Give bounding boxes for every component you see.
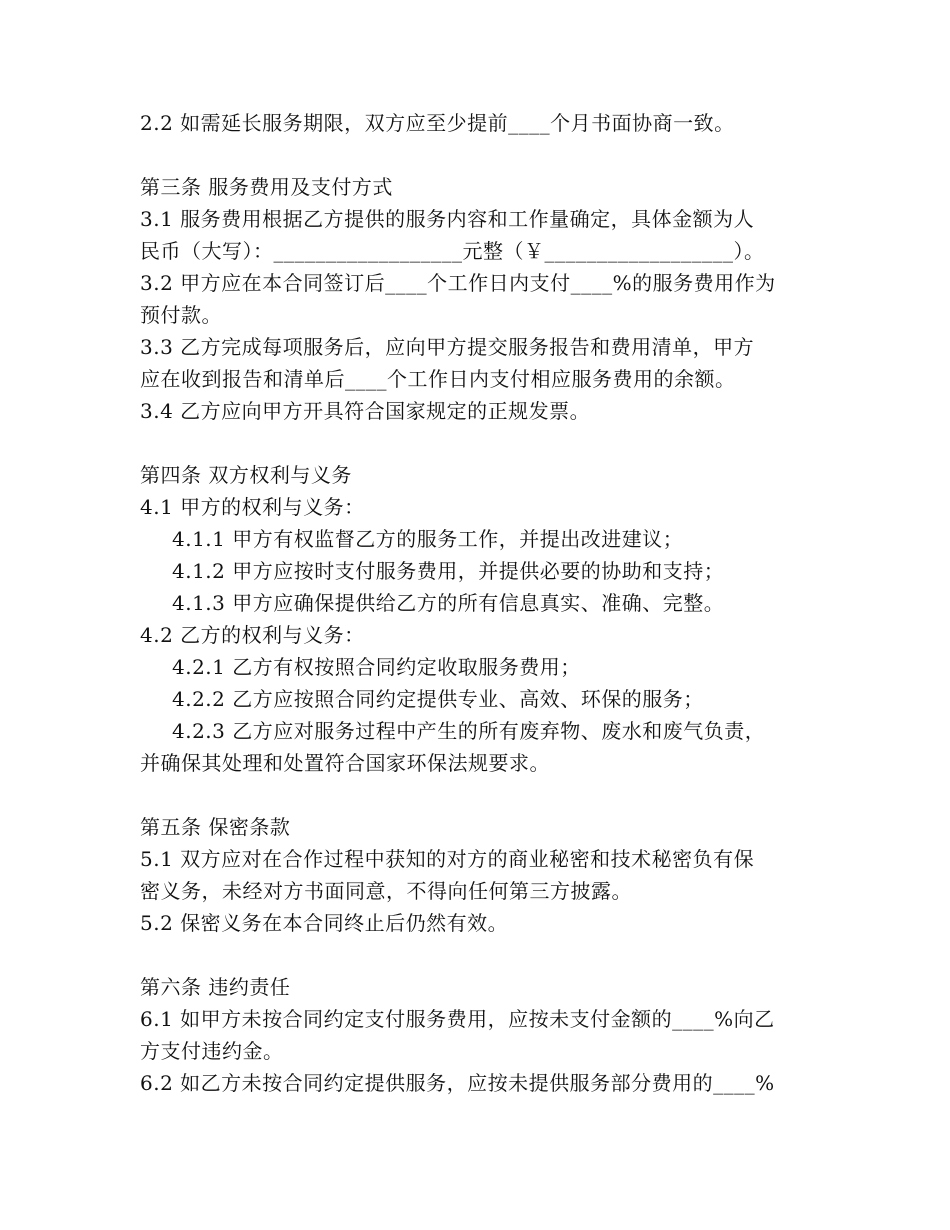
clause-2-2: 2.2 如需延长服务期限，双方应至少提前____个月书面协商一致。 (140, 111, 735, 135)
clause-3-1-line-2: 民币（大写）：__________________元整（￥__________________）。 (140, 239, 765, 263)
clause-6-2-line-1: 6.2 如乙方未按合同约定提供服务，应按未提供服务部分费用的____% (140, 1071, 775, 1095)
heading-article-3: 第三条 服务费用及支付方式 (140, 175, 393, 199)
clause-3-2-line-1: 3.2 甲方应在本合同签订后____个工作日内支付____%的服务费用作为 (140, 271, 776, 295)
clause-4-1-2: 4.1.2 甲方应按时支付服务费用，并提供必要的协助和支持； (172, 559, 725, 583)
clause-3-1-line-1: 3.1 服务费用根据乙方提供的服务内容和工作量确定，具体金额为人 (140, 207, 755, 231)
heading-article-6: 第六条 违约责任 (140, 975, 291, 999)
heading-article-5: 第五条 保密条款 (140, 815, 291, 839)
heading-article-4: 第四条 双方权利与义务 (140, 463, 352, 487)
clause-5-2: 5.2 保密义务在本合同终止后仍然有效。 (140, 911, 509, 935)
clause-4-2-1: 4.2.1 乙方有权按照合同约定收取服务费用； (172, 655, 581, 679)
clause-4-2-3-line-2: 并确保其处理和处置符合国家环保法规要求。 (140, 751, 550, 775)
clause-4-2: 4.2 乙方的权利与义务： (140, 623, 365, 647)
clause-3-2-line-2: 预付款。 (140, 303, 222, 327)
clause-6-1-line-2: 方支付违约金。 (140, 1039, 284, 1063)
clause-4-1-1: 4.1.1 甲方有权监督乙方的服务工作，并提出改进建议； (172, 527, 684, 551)
clause-4-1-3: 4.1.3 甲方应确保提供给乙方的所有信息真实、准确、完整。 (172, 591, 725, 615)
clause-3-4: 3.4 乙方应向甲方开具符合国家规定的正规发票。 (140, 399, 591, 423)
clause-4-1: 4.1 甲方的权利与义务： (140, 495, 365, 519)
clause-5-1-line-2: 密义务，未经对方书面同意，不得向任何第三方披露。 (140, 879, 632, 903)
clause-4-2-2: 4.2.2 乙方应按照合同约定提供专业、高效、环保的服务； (172, 687, 704, 711)
clause-5-1-line-1: 5.1 双方应对在合作过程中获知的对方的商业秘密和技术秘密负有保 (140, 847, 755, 871)
clause-4-2-3-line-1: 4.2.3 乙方应对服务过程中产生的所有废弃物、废水和废气负责， (172, 719, 766, 743)
clause-3-3-line-1: 3.3 乙方完成每项服务后，应向甲方提交服务报告和费用清单，甲方 (140, 335, 755, 359)
clause-6-1-line-1: 6.1 如甲方未按合同约定支付服务费用，应按未支付金额的____%向乙 (140, 1007, 775, 1031)
clause-3-3-line-2: 应在收到报告和清单后____个工作日内支付相应服务费用的余额。 (140, 367, 736, 391)
